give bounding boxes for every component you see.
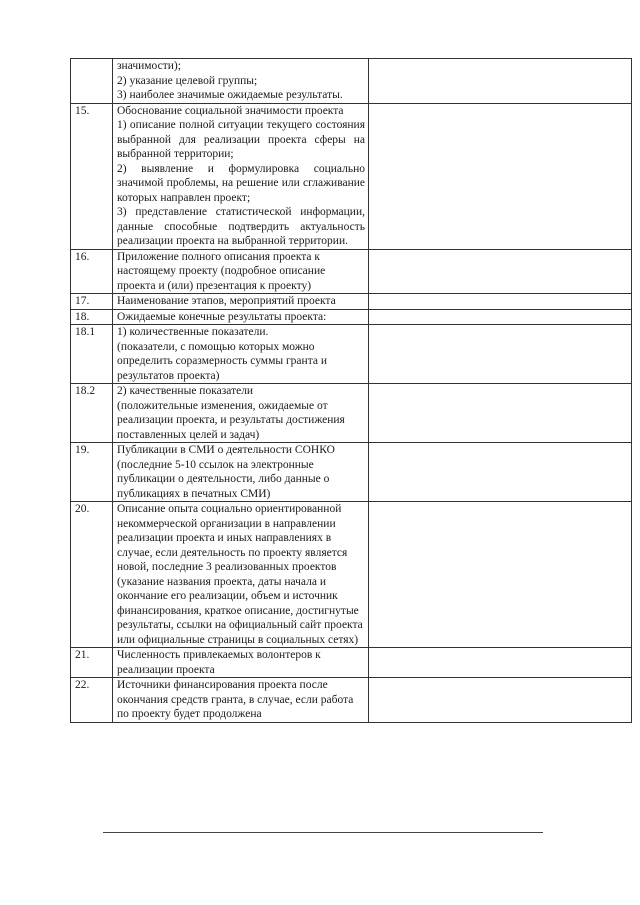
row-description: [113, 678, 369, 723]
table-row: [71, 249, 632, 294]
table-row: [71, 443, 632, 502]
row-number: 22.: [71, 678, 113, 723]
row-description-text: 1) количественные показатели. (показатели, с помощью которых можно определить соразмерность суммы гранта и результатов проекта): [117, 326, 327, 382]
table-row: [71, 103, 632, 249]
table-row: [71, 678, 632, 723]
row-number: 18.1: [71, 325, 113, 384]
row-number: 21.: [71, 648, 113, 678]
row-description: [113, 443, 369, 502]
row-number: 17.: [71, 294, 113, 310]
row-value-cell[interactable]: [369, 309, 632, 325]
row-description-text: Наименование этапов, мероприятий проекта: [117, 295, 336, 307]
row-value-cell[interactable]: [369, 59, 632, 104]
table-row: [71, 502, 632, 648]
row-value-cell[interactable]: [369, 249, 632, 294]
table-row: [71, 294, 632, 310]
row-description-text: Описание опыта социально ориентированной некоммерческой организации в направлении реализации проекта и иных направлениях в случае, если деятельность по проекту является новой, последние 3 реализованных проектов (указание названия проекта, даты начала и окончание его реализации, объем и источник финансирования, краткое описание, достигнутые результаты, ссылки на официальный сайт проекта или официальные страницы в социальных сетях): [117, 503, 363, 646]
row-description-text: значимости); 2) указание целевой группы; 3) наиболее значимые ожидаемые результаты.: [117, 60, 343, 101]
row-number: [71, 59, 113, 104]
row-description-text: Численность привлекаемых волонтеров к реализации проекта: [117, 649, 321, 676]
row-description: [113, 103, 369, 249]
row-number: 18.2: [71, 384, 113, 443]
row-description: [113, 294, 369, 310]
row-description: [113, 648, 369, 678]
row-number: 15.: [71, 103, 113, 249]
row-description-text: Публикации в СМИ о деятельности СОНКО (последние 5-10 ссылок на электронные публикации о деятельности, либо данные о публикациях в печатных СМИ): [117, 444, 335, 500]
row-value-cell[interactable]: [369, 678, 632, 723]
row-description-text: Ожидаемые конечные результаты проекта:: [117, 310, 327, 323]
row-description-text: Обоснование социальной значимости проекта 1) описание полной ситуации текущего состояния выбранной для реализации проекта сферы на выбранной территории; 2) выявление и формулировка социально значимой проблемы, на решение или сглаживание которых направлен проект; 3) представление статистической информации, данные способные подтвердить актуальность реализации проекта на выбранной территории.: [117, 104, 365, 247]
row-number: 16.: [71, 249, 113, 294]
row-value-cell[interactable]: [369, 294, 632, 310]
table-row: [71, 648, 632, 678]
row-description-text: Приложение полного описания проекта к настоящему проекту (подробное описание проекта и (или) презентация к проекту): [117, 250, 326, 292]
row-value-cell[interactable]: [369, 384, 632, 443]
row-number: 18.: [71, 309, 113, 325]
row-description: [113, 384, 369, 443]
row-description: [113, 249, 369, 294]
row-number: 19.: [71, 443, 113, 502]
row-value-cell[interactable]: [369, 325, 632, 384]
row-description: [113, 325, 369, 384]
table-row: [71, 59, 632, 104]
row-description: [113, 309, 369, 325]
row-value-cell[interactable]: [369, 443, 632, 502]
row-description-text: 2) качественные показатели (положительные изменения, ожидаемые от реализации проекта, и результаты достижения поставленных целей и задач): [117, 385, 345, 441]
row-value-cell[interactable]: [369, 502, 632, 648]
row-description-text: Источники финансирования проекта после окончания средств гранта, в случае, если работа по проекту будет продолжена: [117, 679, 354, 720]
application-form-table: [70, 58, 632, 723]
row-value-cell[interactable]: [369, 103, 632, 249]
row-description: [113, 502, 369, 648]
row-description: [113, 59, 369, 104]
table-row: [71, 309, 632, 325]
table-row: [71, 384, 632, 443]
row-value-cell[interactable]: [369, 648, 632, 678]
table-row: [71, 325, 632, 384]
footer-divider: [103, 832, 543, 833]
row-number: 20.: [71, 502, 113, 648]
